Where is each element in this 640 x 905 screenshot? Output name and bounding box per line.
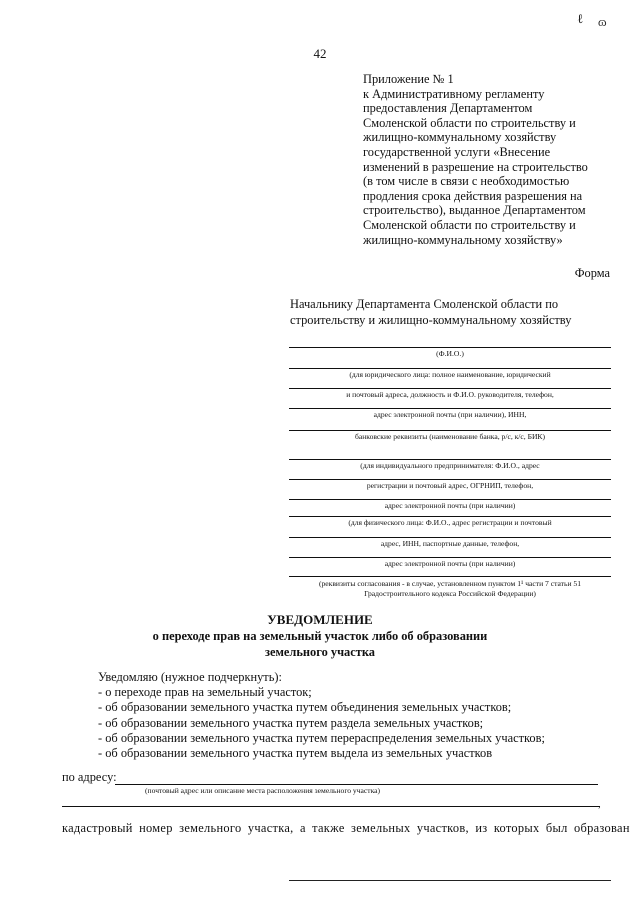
appendix-header (363, 72, 613, 247)
applicant-field-line (289, 388, 611, 389)
caption-line: Градостроительного кодекса Российской Федерации) (364, 589, 536, 598)
applicant-field-line (289, 347, 611, 348)
applicant-field-line (289, 479, 611, 480)
bottom-divider (289, 880, 611, 881)
option-item: - об образовании земельного участка путем выдела из земельных участков (98, 746, 493, 761)
address-field-line-2 (62, 806, 600, 807)
notice-title: УВЕДОМЛЕНИЕ (267, 612, 373, 627)
addressee-block (290, 296, 610, 328)
subtitle-line: земельного участка (265, 645, 375, 659)
options-intro: Уведомляю (нужное подчеркнуть): (98, 670, 282, 684)
option-item: - об образовании земельного участка путем объединения земельных участков; (98, 700, 512, 715)
form-label: Форма (574, 266, 610, 280)
scan-mark-left: ℓ (577, 11, 584, 26)
addressee-line: Начальнику Департамента Смоленской области по (290, 297, 559, 311)
field-caption: (для физического лица: Ф.И.О., адрес регистрации и почтовый (348, 518, 552, 527)
applicant-field-line (289, 408, 611, 409)
appendix-line: строительство), выданное Департаментом (363, 203, 586, 218)
appendix-line: к Административному регламенту (363, 86, 545, 101)
appendix-line: Смоленской области по строительству и (363, 115, 576, 130)
address-label: по адресу: (62, 770, 117, 784)
option-item: - об образовании земельного участка путем раздела земельных участков; (98, 715, 484, 730)
appendix-line: государственной услуги «Внесение (363, 144, 551, 159)
approval-details-caption (289, 579, 611, 599)
applicant-field-line (289, 368, 611, 369)
option-item: - об образовании земельного участка путем перераспределения земельных участков; (98, 730, 545, 745)
appendix-line: Смоленской области по строительству и (363, 217, 576, 232)
applicant-field-line (289, 430, 611, 431)
field-caption: банковские реквизиты (наименование банка, р/с, к/с, БИК) (354, 432, 546, 441)
field-caption: (для юридического лица: полное наименование, юридический (349, 370, 551, 379)
field-caption: адрес электронной почты (при наличии) (384, 559, 516, 568)
appendix-line: продления срока действия разрешения на (363, 188, 583, 203)
applicant-field-line (289, 557, 611, 558)
appendix-line: предоставления Департаментом (363, 101, 533, 116)
applicant-field-line (289, 516, 611, 517)
address-line-end: , (598, 798, 601, 810)
field-caption: (для индивидуального предпринимателя: Ф.И.О., адрес (360, 461, 540, 470)
field-caption: адрес электронной почты (при наличии), ИНН, (373, 410, 527, 419)
addressee-line: строительству и жилищно-коммунальному хозяйству (290, 313, 572, 327)
subtitle-line: о переходе прав на земельный участок либо об образовании (152, 629, 488, 643)
field-caption: (Ф.И.О.) (436, 349, 464, 358)
field-caption: регистрации и почтовый адрес, ОГРНИП, телефон, (366, 481, 534, 490)
appendix-line: жилищно-коммунальному хозяйству (363, 130, 557, 145)
address-caption: (почтовый адрес или описание места расположения земельного участка) (145, 786, 381, 795)
approval-details-line (289, 576, 611, 577)
page-number: 42 (313, 46, 327, 61)
applicant-field-line (289, 537, 611, 538)
applicant-field-line (289, 459, 611, 460)
address-field-line (115, 784, 598, 785)
applicant-field-line (289, 499, 611, 500)
field-caption: адрес, ИНН, паспортные данные, телефон, (380, 539, 520, 548)
appendix-line: жилищно-коммунальному хозяйству» (363, 232, 563, 247)
option-item: - о переходе прав на земельный участок; (98, 685, 312, 700)
scan-mark-right: ɷ (598, 14, 607, 29)
appendix-line: Приложение № 1 (363, 72, 454, 86)
appendix-line: изменений в разрешение на строительство (363, 159, 588, 174)
caption-line: (реквизиты согласования - в случае, установленном пунктом 1¹ части 7 статьи 51 (318, 579, 582, 588)
cadastral-text: кадастровый номер земельного участка, а также земельных участков, из которых был образован (62, 821, 630, 835)
field-caption: адрес электронной почты (при наличии) (384, 501, 516, 510)
appendix-line: (в том числе в связи с необходимостью (363, 174, 570, 189)
field-caption: и почтовый адреса, должность и Ф.И.О. руководителя, телефон, (346, 390, 554, 399)
notification-options (98, 670, 598, 761)
notice-subtitle (100, 628, 540, 660)
